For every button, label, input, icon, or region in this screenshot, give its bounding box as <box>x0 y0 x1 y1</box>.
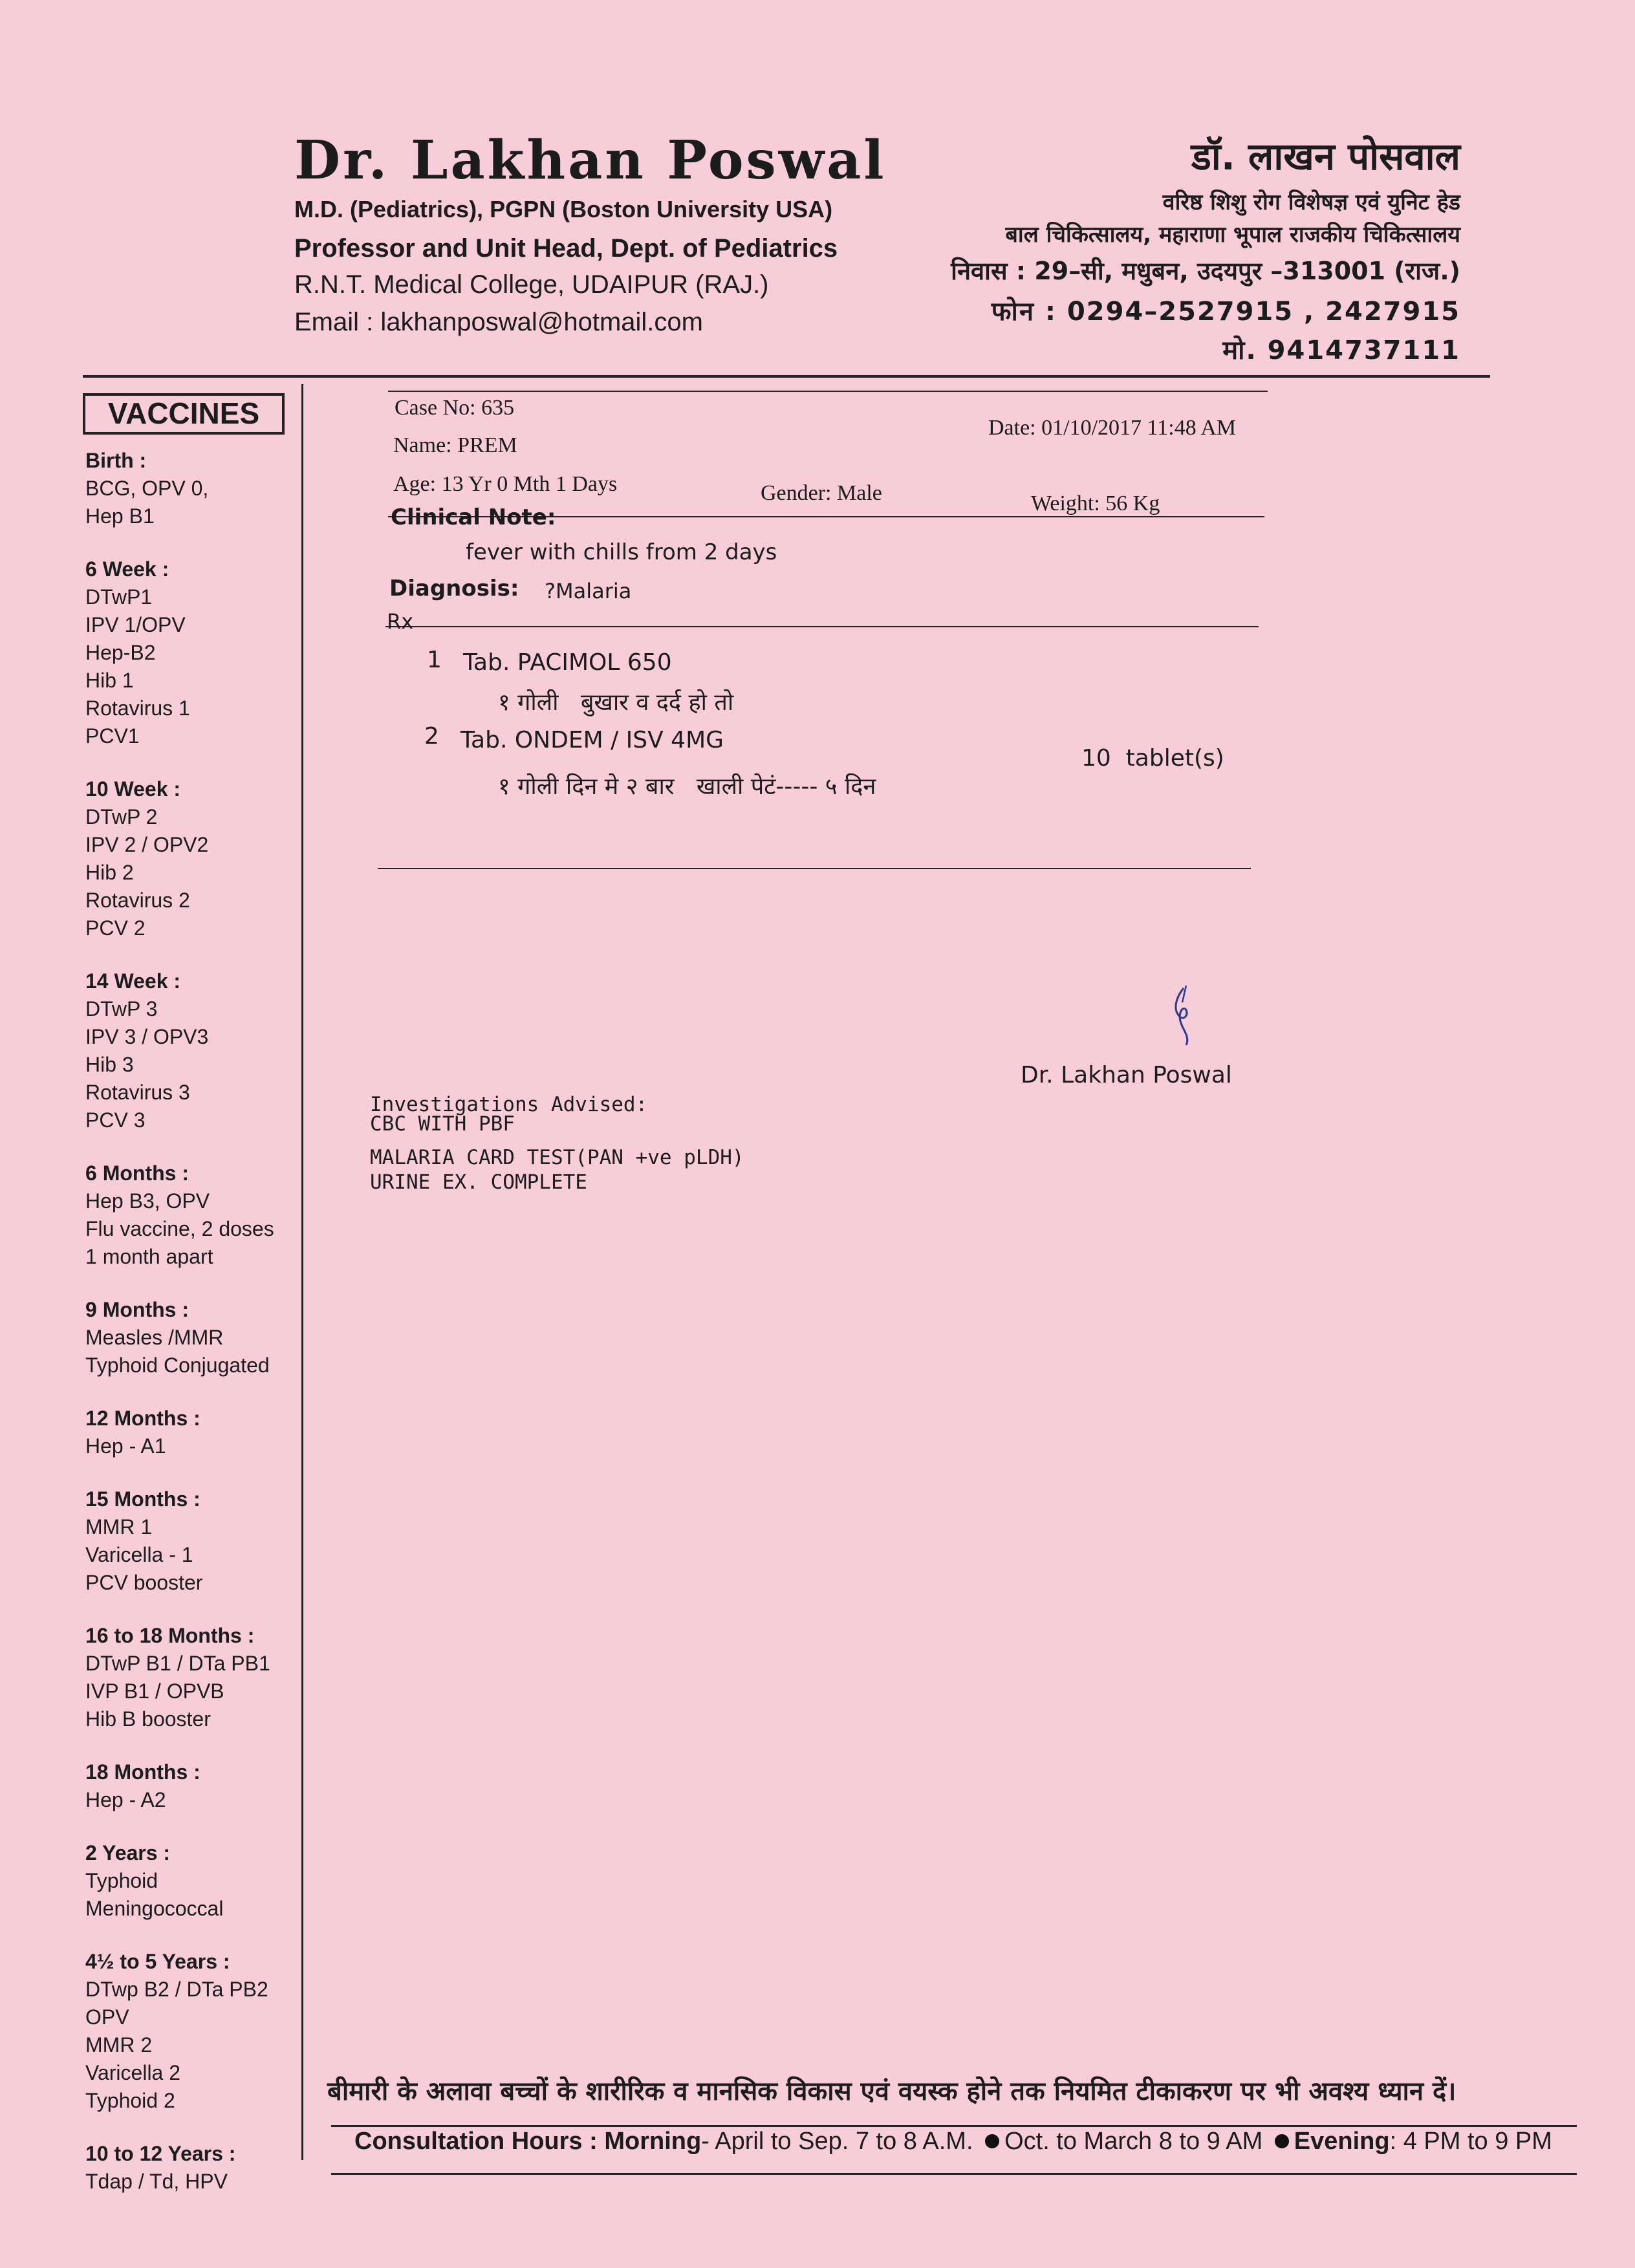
clinical-note-label: Clinical Note: <box>391 504 556 530</box>
vaccine-item: DTwP 2 <box>85 805 158 828</box>
footer-bottom-rule <box>331 2173 1577 2175</box>
vaccine-group-heading: 14 Week : <box>85 969 181 993</box>
vaccine-group-heading: Birth : <box>85 449 147 472</box>
vaccine-item: IPV 2 / OPV2 <box>85 833 209 856</box>
vaccine-group <box>85 446 305 530</box>
vaccine-item: Varicella 2 <box>85 2061 181 2084</box>
hindi-title: वरिष्ठ शिशु रोग विशेषज्ञ एवं युनिट हेड <box>1162 189 1460 215</box>
vaccine-group-heading: 9 Months : <box>85 1298 189 1321</box>
vaccine-item: IPV 3 / OPV3 <box>85 1025 209 1048</box>
vaccine-item: Hep B3, OPV <box>85 1189 210 1213</box>
vaccine-item: PCV1 <box>85 724 140 748</box>
investigation-item: MALARIA CARD TEST(PAN +ve pLDH) <box>370 1146 744 1169</box>
header-divider <box>83 375 1490 378</box>
vaccine-group <box>85 1839 305 1923</box>
diagnosis-label: Diagnosis: <box>389 576 519 601</box>
hours-label: Consultation Hours : <box>354 2128 598 2155</box>
medication-1-directions: १ गोली बुखार व दर्द हो तो <box>498 689 734 716</box>
patient-name: Name: PREM <box>393 433 517 457</box>
medication-2-directions: १ गोली दिन मे २ बार खाली पेटं----- ५ दिन <box>498 773 876 800</box>
case-top-rule <box>388 391 1268 392</box>
vaccine-item: IPV 1/OPV <box>85 613 186 636</box>
vaccine-item: Typhoid Conjugated <box>85 1354 270 1377</box>
doctor-college: R.N.T. Medical College, UDAIPUR (RAJ.) <box>294 270 769 299</box>
vaccine-item: OPV <box>85 2005 129 2029</box>
vaccine-item: MMR 1 <box>85 1515 153 1539</box>
vaccine-group-heading: 2 Years : <box>85 1841 171 1864</box>
bullet-icon <box>985 2134 999 2148</box>
diagnosis: ?Malaria <box>545 579 632 603</box>
doctor-name: Dr. Lakhan Poswal <box>294 129 887 191</box>
medication-2-quantity: 10 tablet(s) <box>1081 745 1224 772</box>
visit-date: Date: 01/10/2017 11:48 AM <box>988 416 1237 440</box>
case-number: Case No: 635 <box>395 396 515 420</box>
medication-end-rule <box>378 868 1251 869</box>
vaccine-group <box>85 1621 305 1733</box>
vaccine-item: Measles /MMR <box>85 1326 224 1349</box>
patient-age: Age: 13 Yr 0 Mth 1 Days <box>393 472 618 496</box>
vaccine-item: PCV booster <box>85 1571 203 1594</box>
hindi-phone: फोन : 0294–2527915 , 2427915 <box>991 297 1460 327</box>
morning-hours: - April to Sep. 7 to 8 A.M. <box>701 2128 973 2155</box>
clinical-note: fever with chills from 2 days <box>466 539 777 565</box>
footer-hindi-note: बीमारी के अलावा बच्चों के शारीरिक व मानसिक विकास एवं वयस्क होने तक नियमित टीकाकरण पर भी अवश्य ध्यान दें। <box>327 2077 1456 2106</box>
vaccine-group <box>85 1758 305 1814</box>
vaccine-group <box>85 1404 305 1460</box>
vaccine-item: DTwP B1 / DTa PB1 <box>85 1652 270 1675</box>
vaccine-group-heading: 6 Months : <box>85 1161 189 1185</box>
medication-2-name: Tab. ONDEM / ISV 4MG <box>460 727 724 753</box>
hindi-doctor-name: डॉ. लाखन पोसवाल <box>1191 135 1460 178</box>
vaccine-item: Rotavirus 2 <box>85 889 190 912</box>
hindi-address: निवास : 29–सी, मधुबन, उदयपुर –313001 (राज.) <box>951 257 1460 285</box>
investigation-item: CBC WITH PBF <box>370 1112 515 1136</box>
vaccine-item: MMR 2 <box>85 2033 153 2057</box>
vaccines-title: VACCINES <box>107 396 260 430</box>
oct-march-hours: Oct. to March 8 to 9 AM <box>1004 2128 1263 2155</box>
vaccine-group-heading: 10 to 12 Years : <box>85 2142 236 2165</box>
vaccine-group <box>85 967 305 1134</box>
vaccine-item: Hep-B2 <box>85 641 156 664</box>
vaccine-item: Hep B1 <box>85 504 155 528</box>
vaccine-item: IVP B1 / OPVB <box>85 1679 224 1703</box>
evening-label: Evening <box>1294 2128 1390 2155</box>
bullet-icon <box>1275 2134 1289 2148</box>
medication-1-name: Tab. PACIMOL 650 <box>463 649 672 676</box>
doctor-position: Professor and Unit Head, Dept. of Pediatrics <box>294 234 838 263</box>
vaccine-item: DTwP1 <box>85 585 153 609</box>
vaccine-item: Hib 3 <box>85 1053 134 1076</box>
vaccine-group <box>85 775 305 942</box>
vaccine-item: Typhoid 2 <box>85 2089 175 2112</box>
footer-top-rule <box>331 2125 1577 2127</box>
hindi-mobile: मो. 9414737111 <box>1222 336 1460 365</box>
vaccine-item: Typhoid <box>85 1869 158 1892</box>
vaccine-group-heading: 4½ to 5 Years : <box>85 1950 230 1973</box>
vaccine-item: Hep - A2 <box>85 1788 166 1811</box>
rx-label: Rx <box>387 609 414 634</box>
vaccine-group <box>85 1947 305 2115</box>
doctor-qualifications: M.D. (Pediatrics), PGPN (Boston University USA) <box>294 196 833 222</box>
vaccine-group-heading: 12 Months : <box>85 1407 200 1430</box>
vaccine-group-heading: 10 Week : <box>85 777 181 801</box>
investigation-item: URINE EX. COMPLETE <box>370 1171 587 1194</box>
vaccine-group <box>85 1485 305 1597</box>
vaccine-item: 1 month apart <box>85 1245 213 1268</box>
doctor-signature <box>1158 983 1209 1054</box>
vaccine-item: PCV 2 <box>85 916 146 940</box>
vaccine-group <box>85 2139 305 2196</box>
rx-rule <box>385 626 1259 627</box>
vaccine-group-heading: 18 Months : <box>85 1760 200 1784</box>
vaccine-item: Tdap / Td, HPV <box>85 2170 228 2193</box>
vaccine-item: Meningococcal <box>85 1897 224 1920</box>
morning-label: Morning <box>604 2128 702 2155</box>
vaccine-item: DTwp B2 / DTa PB2 <box>85 1978 268 2001</box>
vaccine-group <box>85 1295 305 1379</box>
vaccine-group-heading: 16 to 18 Months : <box>85 1624 255 1647</box>
doctor-email: Email : lakhanposwal@hotmail.com <box>294 308 703 336</box>
vaccine-item: Hep - A1 <box>85 1434 166 1458</box>
signature-name: Dr. Lakhan Poswal <box>1021 1062 1232 1088</box>
vaccine-item: Hib 1 <box>85 669 134 692</box>
vaccine-item: Varicella - 1 <box>85 1543 193 1566</box>
medication-1-number: 1 <box>427 647 442 673</box>
vaccine-item: Rotavirus 1 <box>85 697 190 720</box>
vaccine-item: Flu vaccine, 2 doses <box>85 1217 274 1240</box>
investigations-label: Investigations Advised: <box>370 1093 648 1116</box>
vaccine-item: PCV 3 <box>85 1108 146 1132</box>
vaccine-item: Rotavirus 3 <box>85 1081 190 1104</box>
vaccine-group <box>85 555 305 750</box>
vaccine-item: Hib B booster <box>85 1707 211 1731</box>
vaccine-schedule <box>85 446 305 2220</box>
patient-weight: Weight: 56 Kg <box>1031 491 1160 515</box>
vaccine-group-heading: 6 Week : <box>85 557 169 581</box>
hindi-hospital: बाल चिकित्सालय, महाराणा भूपाल राजकीय चिकित्सालय <box>1005 222 1460 248</box>
vaccine-item: Hib 2 <box>85 861 134 884</box>
consultation-hours <box>354 2128 1552 2155</box>
vaccine-item: BCG, OPV 0, <box>85 477 209 500</box>
evening-hours: : 4 PM to 9 PM <box>1389 2128 1552 2155</box>
medication-2-number: 2 <box>424 723 439 750</box>
patient-gender: Gender: Male <box>761 481 882 505</box>
vaccine-item: DTwP 3 <box>85 997 158 1021</box>
vaccine-group <box>85 1159 305 1271</box>
vaccine-group-heading: 15 Months : <box>85 1487 200 1511</box>
